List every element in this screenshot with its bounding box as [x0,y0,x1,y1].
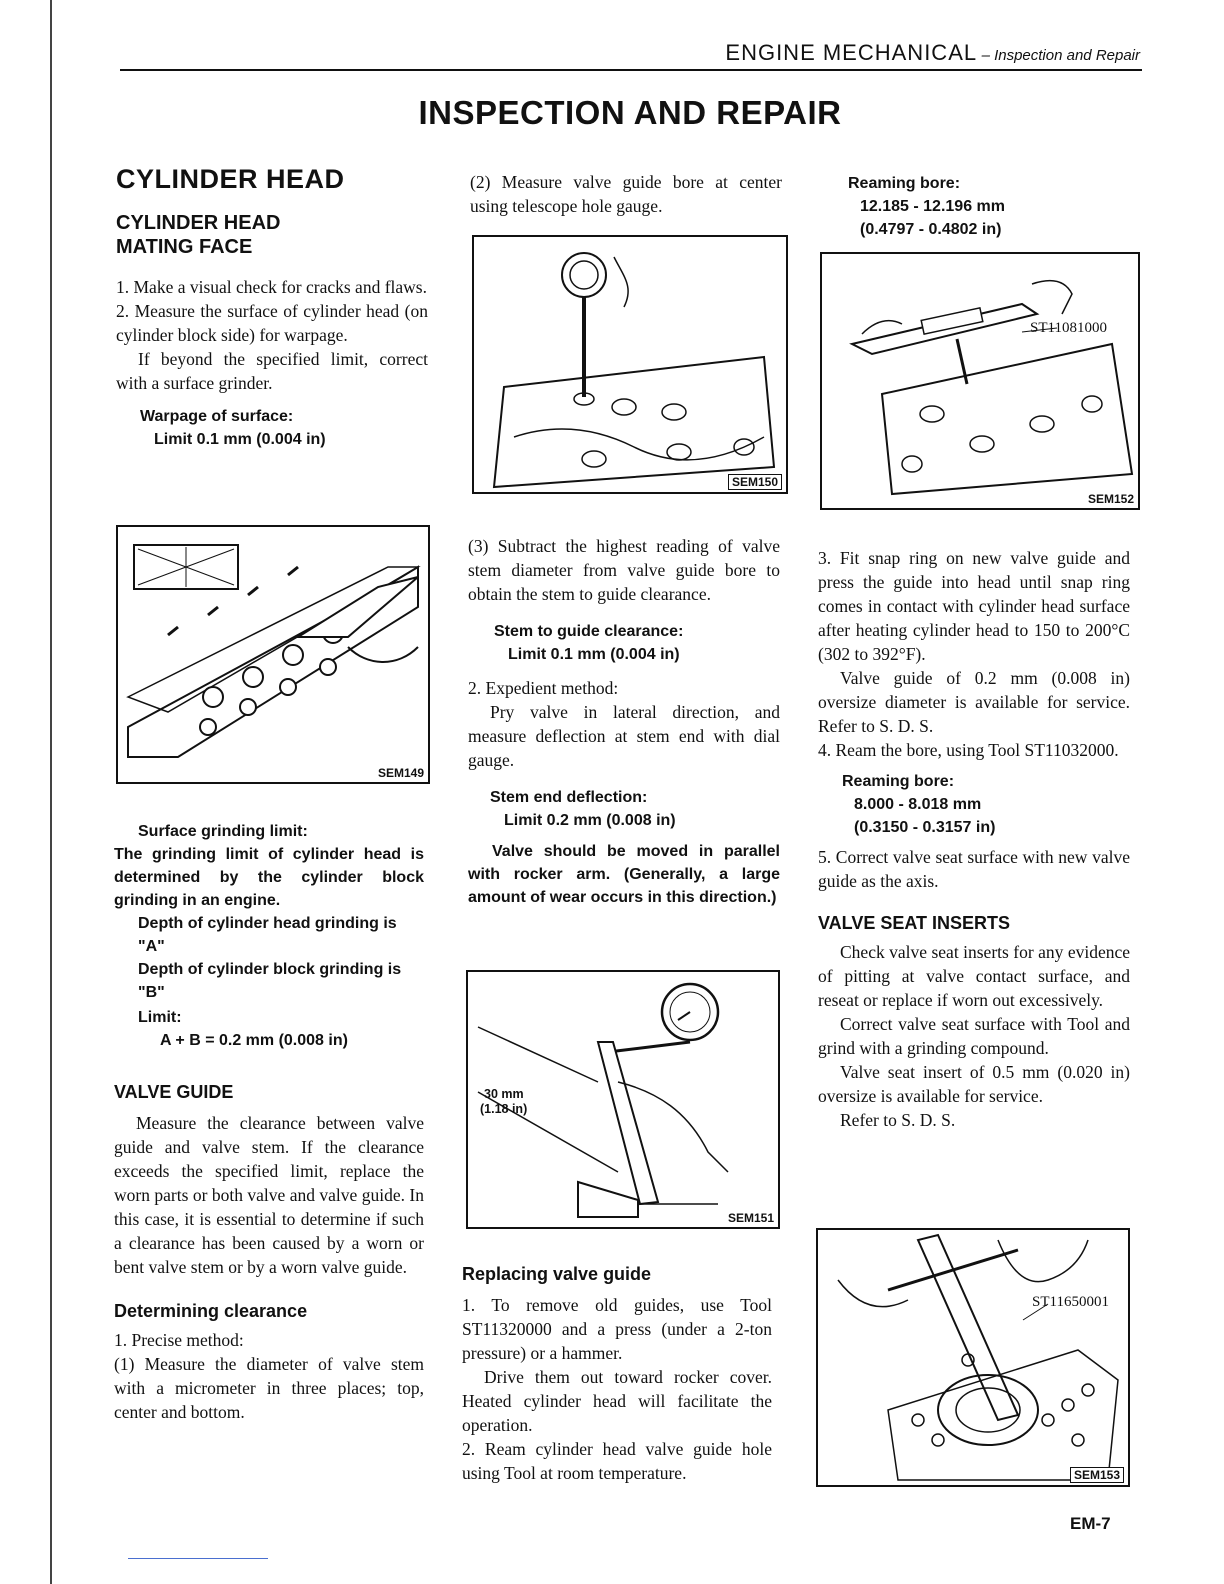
figure-sem153 [816,1228,1130,1487]
valve-seat-tool-illustration [818,1230,1128,1485]
mating-face-heading [116,211,428,259]
figure-sem149-label: SEM149 [377,766,424,780]
figure-sem152-label: SEM152 [1087,492,1134,506]
mating-face-heading-line1: CYLINDER HEAD [116,212,281,234]
margin-rule [50,0,52,1584]
warpage-label: Warpage of surface: [140,408,294,425]
reaming-in: (0.4797 - 0.4802 in) [860,221,1002,238]
cylinder-head-illustration [118,527,428,782]
deflection-value: Limit 0.2 mm (0.008 in) [504,812,676,829]
grinding-text: The grinding limit of cylinder head is determined by the cylinder block grinding in an engine. [114,846,424,909]
header-rule [120,69,1142,71]
expedient-method: 2. Expedient method: [468,678,619,698]
valve-guide-heading: VALVE GUIDE [114,1082,234,1102]
tool-st11650001: ST11650001 [1032,1294,1109,1310]
column-2-middle [468,534,780,909]
tool-st11081000: ST11081000 [1030,320,1107,336]
telescope-gauge-illustration [474,237,786,492]
reamer-illustration [822,254,1138,508]
reaming2-mm: 8.000 - 8.018 mm [854,796,982,813]
page-title: INSPECTION AND REPAIR [418,94,842,131]
step-3: 3. Fit snap ring on new valve guide and press the guide into head until snap ring comes in contact with cylinder head surface after heating cylinder head to 150 to 200°C (302 to 392°F). [818,548,1130,664]
reaming2-in: (0.3150 - 0.3157 in) [854,819,996,836]
dimension-in: (1.18 in) [480,1102,528,1116]
step-2-note: If beyond the specified limit, correct with a surface grinder. [116,349,428,393]
footer-link-line [128,1558,268,1559]
figure-sem151 [466,970,780,1229]
step-2: 2. Measure the surface of cylinder head (on cylinder block side) for warpage. [116,301,428,345]
determining-heading: Determining clearance [114,1301,308,1321]
column-1-lower [114,820,424,1424]
dimension-mm: 30 mm [484,1087,524,1101]
inserts-p3: Valve seat insert of 0.5 mm (0.020 in) oversize is available for service. [818,1062,1130,1106]
deflection-label: Stem end deflection: [490,789,648,806]
figure-sem149 [116,525,430,784]
valve-note: Valve should be moved in parallel with rocker arm. (Generally, a large amount of wear occurs in this direction.) [468,843,780,906]
depth-b: Depth of cylinder block grinding is "B" [138,961,402,1001]
mating-face-heading-line2: MATING FACE [116,236,253,258]
precise-method: 1. Precise method: [114,1330,244,1350]
valve-guide-text: Measure the clearance between valve guide and valve stem. If the clearance exceeds the specified limit, replace the worn parts or both valve and valve guide. In this case, it is essential to determine if such a clearance has been caused by a worn or bent valve stem or by a worn valve guide. [114,1113,424,1277]
grinding-label: Surface grinding limit: [138,823,308,840]
step-4: 4. Ream the bore, using Tool ST11032000. [818,740,1119,760]
reaming-label: Reaming bore: [848,175,961,192]
inserts-p4: Refer to S. D. S. [840,1110,956,1130]
header-subsection: – Inspection and Repair [981,47,1140,64]
figure-sem150-label: SEM150 [728,474,782,490]
inserts-p1: Check valve seat inserts for any evidence of pitting at valve contact surface, and reseat or replace if worn out excessively. [818,942,1130,1010]
ream-step: 2. Ream cylinder head valve guide hole using Tool at room temperature. [462,1439,772,1483]
inserts-heading: VALVE SEAT INSERTS [818,913,1011,933]
figure-sem153-label: SEM153 [1070,1467,1124,1483]
replacing-heading: Replacing valve guide [462,1264,652,1284]
pry-text: Pry valve in lateral direction, and measure deflection at stem end with dial gauge. [468,702,780,770]
measure-bore: (2) Measure valve guide bore at center using telescope hole gauge. [470,172,782,216]
oversize-text: Valve guide of 0.2 mm (0.008 in) oversize diameter is available for service. Refer to S. D. S. [818,668,1130,736]
figure-sem152 [820,252,1140,510]
step-1: 1. Make a visual check for cracks and flaws. [116,277,427,297]
column-3-middle [818,546,1130,1132]
subtract-step: (3) Subtract the highest reading of valve stem diameter from valve guide bore to obtain the stem to guide clearance. [468,536,780,604]
column-2 [470,170,782,218]
cylinder-head-heading: CYLINDER HEAD [116,164,345,194]
limit-label: Limit: [138,1009,182,1026]
depth-a: Depth of cylinder head grinding is "A" [138,915,397,955]
drive-text: Drive them out toward rocker cover. Heated cylinder head will facilitate the operation. [462,1367,772,1435]
dimension-callout [480,1087,527,1117]
measure-stem: (1) Measure the diameter of valve stem with a micrometer in three places; top, center and bottom. [114,1354,424,1422]
page-number: EM-7 [1070,1514,1111,1533]
clearance-value: Limit 0.1 mm (0.004 in) [508,646,680,663]
reaming-mm: 12.185 - 12.196 mm [860,198,1005,215]
column-2-lower [462,1264,772,1485]
warpage-value: Limit 0.1 mm (0.004 in) [154,431,326,448]
step-5: 5. Correct valve seat surface with new valve guide as the axis. [818,847,1130,891]
limit-value: A + B = 0.2 mm (0.008 in) [160,1032,348,1049]
column-3-top [848,172,1138,241]
reaming2-label: Reaming bore: [842,773,955,790]
header-section: ENGINE MECHANICAL [725,40,978,65]
running-header [600,40,1140,66]
figure-sem150 [472,235,788,494]
remove-step: 1. To remove old guides, use Tool ST11320000 and a press (under a 2-ton pressure) or a hammer. [462,1295,772,1363]
clearance-label: Stem to guide clearance: [494,623,684,640]
figure-sem151-label: SEM151 [727,1211,774,1225]
column-1 [116,164,428,451]
inserts-p2: Correct valve seat surface with Tool and grind with a grinding compound. [818,1014,1130,1058]
